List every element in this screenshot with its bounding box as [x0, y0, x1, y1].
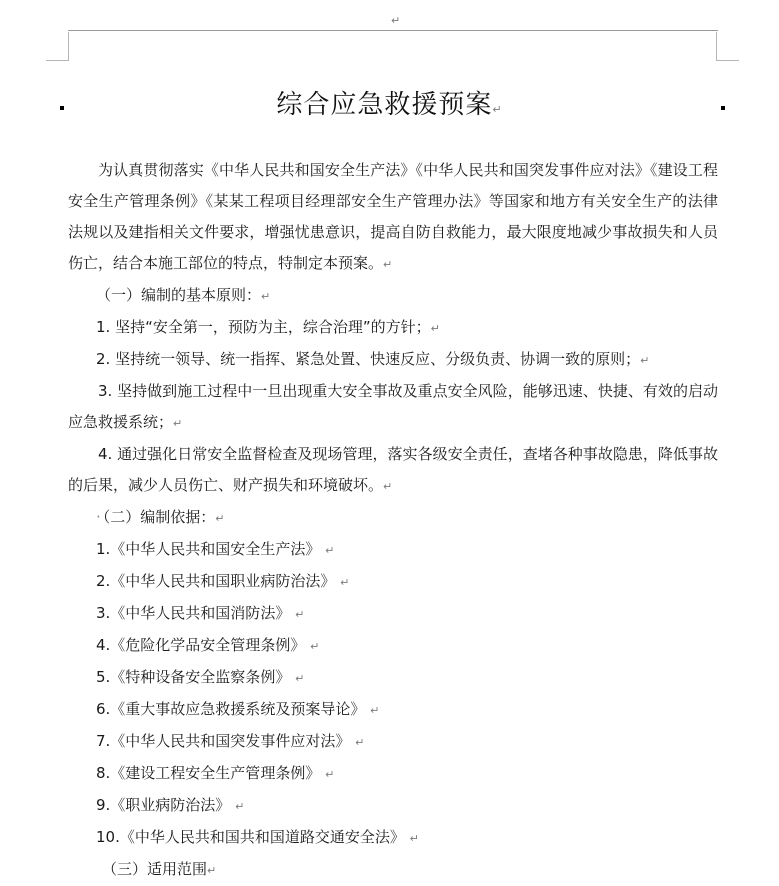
reference-item[interactable]: 1.《中华人民共和国安全生产法》 ↵ [96, 540, 335, 558]
paragraph-mark-icon: ↵ [340, 576, 350, 589]
paragraph-mark-icon: ↵ [370, 704, 380, 717]
document-title[interactable]: 综合应急救援预案↵ [276, 90, 503, 120]
paragraph-mark-icon: ↵ [261, 290, 271, 303]
principle-item[interactable]: 4. 通过强化日常安全监督检查及现场管理，落实各级安全责任，查堵各种事故隐患，降低事故的后果，减少人员伤亡、财产损失和环境破坏。↵ [68, 445, 718, 494]
paragraph-mark-icon: ↵ [355, 736, 365, 749]
document-body[interactable] [68, 155, 718, 886]
paragraph-mark-icon: ↵ [492, 103, 503, 116]
paragraph-mark-icon: ↵ [310, 640, 320, 653]
reference-item[interactable]: 5.《特种设备安全监察条例》 ↵ [96, 668, 305, 686]
reference-item[interactable]: 9.《职业病防治法》 ↵ [96, 796, 245, 814]
margin-corner-right [716, 32, 739, 61]
paragraph-mark-icon: ↵ [215, 512, 225, 525]
reference-item[interactable]: 3.《中华人民共和国消防法》 ↵ [96, 604, 305, 622]
principle-item[interactable]: 1. 坚持“安全第一，预防为主，综合治理”的方针；↵ [96, 318, 440, 336]
header-line [68, 30, 718, 31]
reference-item[interactable]: 7.《中华人民共和国突发事件应对法》 ↵ [96, 732, 365, 750]
paragraph-mark-icon: ↵ [383, 258, 393, 271]
reference-item[interactable]: 10.《中华人民共和国共和国道路交通安全法》 ↵ [96, 828, 419, 846]
paragraph-mark-icon: ↵ [391, 14, 401, 27]
page-header-area [0, 0, 779, 60]
paragraph-mark-icon: ↵ [207, 864, 217, 877]
paragraph-mark-icon: ↵ [235, 800, 245, 813]
paragraph-mark-icon: ↵ [325, 544, 335, 557]
paragraph-mark-icon: ↵ [383, 480, 393, 493]
intro-paragraph[interactable]: 为认真贯彻落实《中华人民共和国安全生产法》《中华人民共和国突发事件应对法》《建设工程安全生产管理条例》《某某工程项目经理部安全生产管理办法》等国家和地方有关安全生产的法律法规以及建指相关文件要求，增强忧患意识，提高自防自救能力，最大限度地减少事故损失和人员伤亡，结合本施工部位的特点，特制定本预案。↵ [68, 161, 718, 272]
reference-item[interactable]: 2.《中华人民共和国职业病防治法》 ↵ [96, 572, 350, 590]
margin-corner-left [46, 32, 69, 61]
section-heading-principles[interactable]: （一）编制的基本原则：↵ [96, 286, 271, 304]
paragraph-mark-icon: ↵ [409, 832, 419, 845]
bullet-dot-icon: · [96, 508, 101, 526]
reference-item[interactable]: 6.《重大事故应急救援系统及预案导论》 ↵ [96, 700, 380, 718]
paragraph-mark-icon: ↵ [295, 608, 305, 621]
paragraph-mark-icon: ↵ [430, 322, 440, 335]
reference-item[interactable]: 4.《危险化学品安全管理条例》 ↵ [96, 636, 320, 654]
paragraph-mark-icon: ↵ [173, 417, 183, 430]
reference-item[interactable]: 8.《建设工程安全生产管理条例》 ↵ [96, 764, 335, 782]
section-heading-scope[interactable]: （三）适用范围↵ [102, 860, 217, 878]
principle-item[interactable]: 2. 坚持统一领导、统一指挥、紧急处置、快速反应、分级负责、协调一致的原则；↵ [96, 350, 650, 368]
paragraph-mark-icon: ↵ [325, 768, 335, 781]
paragraph-mark-icon: ↵ [640, 354, 650, 367]
section-heading-basis[interactable]: · （二）编制依据：↵ [96, 508, 225, 526]
paragraph-mark-icon: ↵ [295, 672, 305, 685]
principle-item[interactable]: 3. 坚持做到施工过程中一旦出现重大安全事故及重点安全风险，能够迅速、快捷、有效的启动应急救援系统；↵ [68, 382, 718, 431]
